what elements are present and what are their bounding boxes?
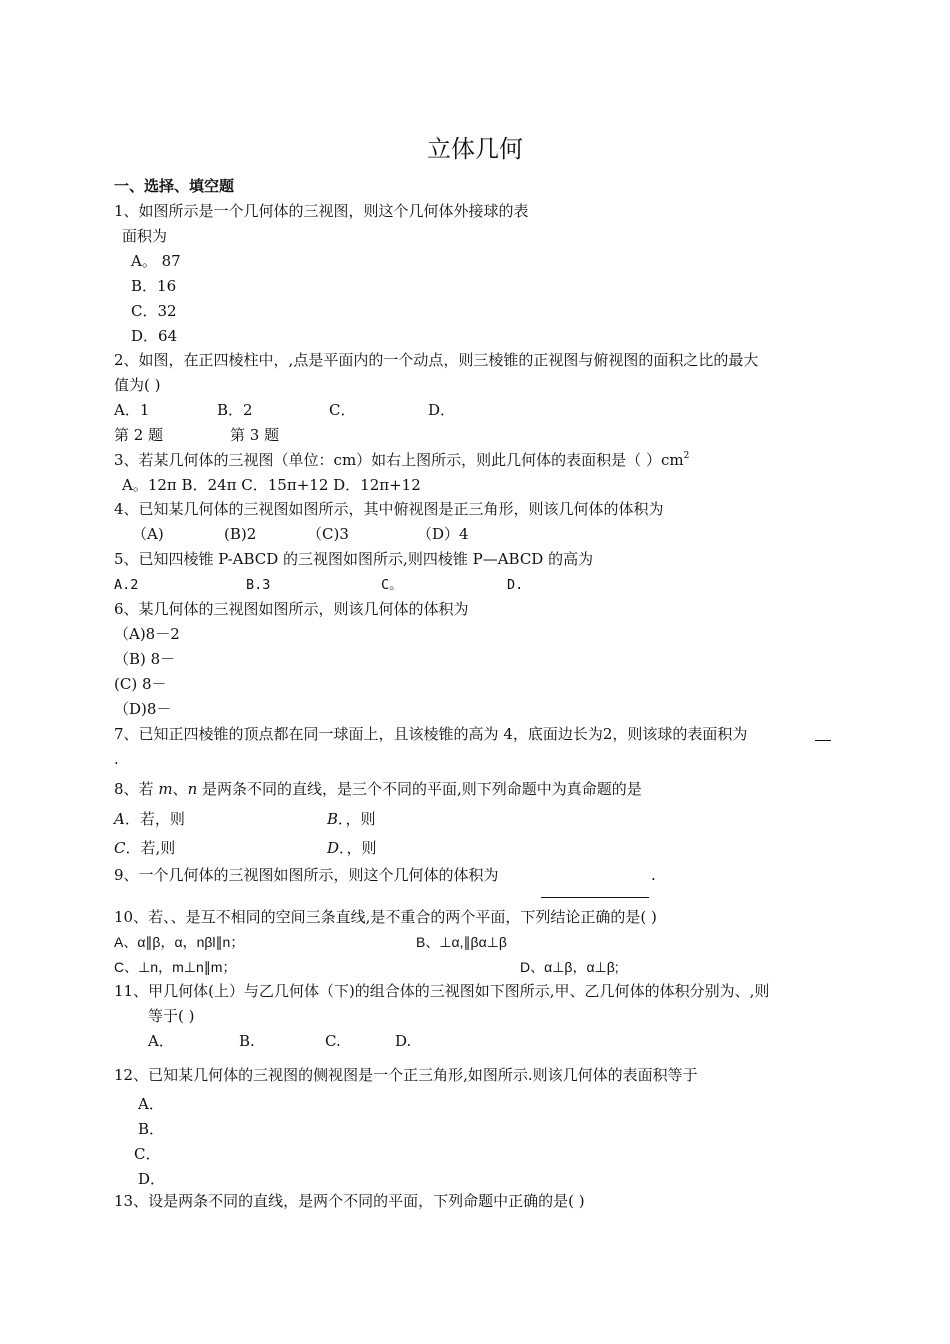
q3-stem <box>114 450 689 470</box>
q11-stem-cont: 等于( ) <box>148 1007 195 1025</box>
q12-option-c: C． <box>134 1145 161 1163</box>
q5-option-c: C。 <box>381 577 403 593</box>
q11-stem: 11、甲几何体(上）与乙几何体（下)的组合体的三视图如下图所示,甲、乙几何体的体积分别为、,则 <box>114 982 770 1000</box>
q7-stem: 7、已知正四棱锥的顶点都在同一球面上，且该棱锥的高为 4，底面边长为2，则该球的表面积为 <box>114 725 748 743</box>
q8-option-c <box>114 838 175 858</box>
q4-option-b: (B)2 <box>224 525 257 543</box>
section-heading: 一、选择、填空题 <box>114 177 235 195</box>
q7-answer-blank <box>815 740 831 741</box>
q11-option-c: C. <box>325 1032 341 1050</box>
q9-tail: . <box>651 866 656 884</box>
q11-option-d: D. <box>395 1032 412 1050</box>
q1-option-d: D．64 <box>131 327 178 345</box>
q4-option-a: （A) <box>132 525 164 543</box>
q3-figure-caption: 第 3 题 <box>230 426 280 444</box>
q8-option-b <box>327 809 376 829</box>
q8-option-c-label: C <box>114 839 126 857</box>
q6-option-a: （A)8－2 <box>114 625 180 643</box>
q8-option-c-text: ．若,则 <box>125 839 176 857</box>
q6-option-c: (C) 8－ <box>114 675 167 693</box>
q8-option-b-label: B <box>327 810 339 828</box>
q1-stem: 1、如图所示是一个几何体的三视图，则这个几何体外接球的表 <box>114 202 529 220</box>
q5-option-d: D. <box>507 577 524 593</box>
q6-stem: 6、某几何体的三视图如图所示，则该几何体的体积为 <box>114 600 469 618</box>
q8-var-n: n <box>187 780 198 798</box>
q5-option-b: B.3 <box>246 577 271 593</box>
q6-option-b: （B) 8－ <box>114 650 176 668</box>
q2-option-a: A．1 <box>114 401 150 419</box>
q1-option-c: C．32 <box>131 302 177 320</box>
q8-var-m: m <box>158 780 173 798</box>
q10-option-a: A、α∥β，α，nβl∥n； <box>114 934 245 950</box>
q12-option-a: A． <box>138 1095 164 1113</box>
q6-option-d: （D)8－ <box>114 700 172 718</box>
q4-stem: 4、已知某几何体的三视图如图所示，其中俯视图是正三角形，则该几何体的体积为 <box>114 500 664 518</box>
q3-unit-exponent: 2 <box>683 451 690 461</box>
q8-stem <box>114 779 642 799</box>
q8-option-a-label: A <box>114 810 125 828</box>
q5-stem: 5、已知四棱锥 P-ABCD 的三视图如图所示,则四棱锥 P—ABCD 的高为 <box>114 550 594 568</box>
q2-option-c: C． <box>329 401 356 419</box>
q8-stem-end: 是两条不同的直线，是三个不同的平面,则下列命题中为真命题的是 <box>197 780 642 798</box>
q9-stem: 9、一个几何体的三视图如图所示，则这个几何体的体积为 <box>114 866 499 884</box>
q8-stem-start: 8、若 <box>114 780 159 798</box>
q12-stem: 12、已知某几何体的三视图的侧视图是一个正三角形,如图所示.则该几何体的表面积等于 <box>114 1066 698 1084</box>
q12-option-b: B． <box>138 1120 165 1138</box>
q1-option-a: A。 87 <box>131 252 181 270</box>
q2-stem: 2、如图，在正四棱柱中，,点是平面内的一个动点，则三棱锥的正视图与俯视图的面积之比的最大 <box>114 351 759 369</box>
q10-option-d: D、α⊥β，α⊥β; <box>520 959 619 975</box>
q8-option-a-text: ．若，则 <box>124 810 185 828</box>
q13-stem: 13、设是两条不同的直线，是两个不同的平面，下列命题中正确的是( ) <box>114 1192 585 1210</box>
q2-stem-cont: 值为( ) <box>114 376 161 394</box>
q7-tail: . <box>114 750 119 768</box>
q8-option-d <box>327 838 377 858</box>
page-title: 立体几何 <box>427 135 523 163</box>
q8-option-b-text: ．，则 <box>338 810 376 828</box>
q2-figure-caption: 第 2 题 <box>114 426 164 444</box>
q8-sep: 、 <box>172 780 188 798</box>
q8-option-a <box>114 809 185 829</box>
q11-option-b: B. <box>239 1032 255 1050</box>
q8-option-d-text: ．，则 <box>339 839 377 857</box>
q10-stem: 10、若、、是互不相同的空间三条直线,是不重合的两个平面，下列结论正确的是( ) <box>114 908 657 926</box>
q1-stem-cont: 面积为 <box>122 227 168 245</box>
q9-answer-blank <box>541 897 649 898</box>
q10-option-b: B、⊥α,∥βα⊥β <box>416 934 507 950</box>
q5-option-a: A.2 <box>114 577 139 593</box>
q2-option-d: D． <box>428 401 456 419</box>
q3-options: A。12π B．24π C．15π+12 D．12π+12 <box>122 476 421 494</box>
q2-option-b: B．2 <box>217 401 253 419</box>
q11-option-a: A． <box>148 1032 174 1050</box>
q12-option-d: D． <box>138 1170 166 1188</box>
q8-option-d-label: D <box>327 839 340 857</box>
q4-option-c: （C)3 <box>307 525 349 543</box>
q1-option-b: B．16 <box>131 277 177 295</box>
q4-option-d: （D）4 <box>417 525 469 543</box>
q3-stem-text: 3、若某几何体的三视图（单位：cm）如右上图所示，则此几何体的表面积是（ ）cm <box>114 451 684 469</box>
q10-option-c: C、⊥n，m⊥n∥m； <box>114 959 237 975</box>
